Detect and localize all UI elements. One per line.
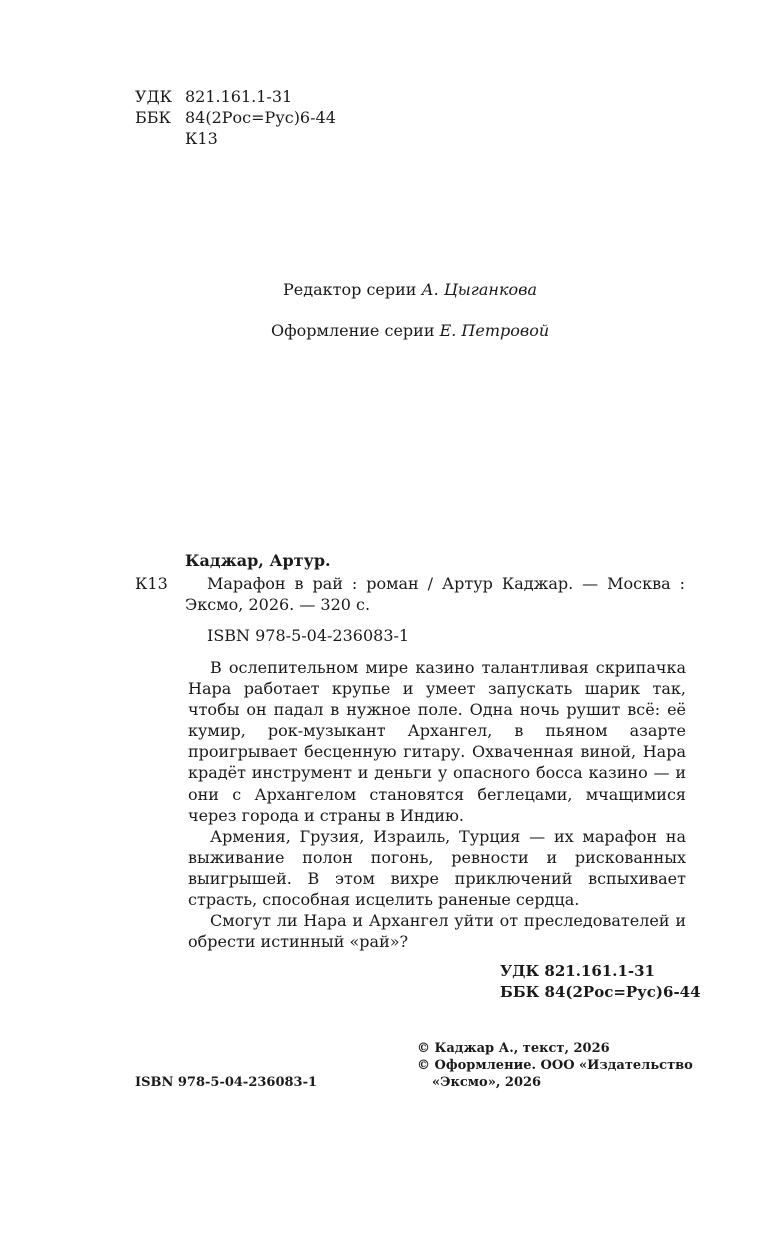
- udk-label: УДК: [135, 87, 172, 106]
- codes-udk: УДК 821.161.1-31: [500, 962, 655, 980]
- annotation-paragraph-2: Армения, Грузия, Израиль, Турция — их марафон на выживание полон погонь, ревности и рискованных выигрышей. В этом вихре приключений вспыхивает страсть, способная исцелить раненые сердца.: [188, 826, 686, 910]
- record-line-2: Эксмо, 2026. — 320 с.: [185, 595, 371, 614]
- bbk-value: 84(2Рос=Рус)6-44: [185, 108, 336, 127]
- record-line-1: Марафон в рай : роман / Артур Каджар. — Москва :: [207, 574, 685, 593]
- footer-isbn: ISBN 978-5-04-236083-1: [135, 1075, 318, 1090]
- design-credit: [271, 321, 549, 340]
- codes-bbk: ББК 84(2Рос=Рус)6-44: [500, 983, 701, 1001]
- udk-value: 821.161.1-31: [185, 87, 293, 106]
- annotation-paragraph-1: В ослепительном мире казино талантливая скрипачка Нара работает крупье и умеет запускать шарик так, чтобы он падал в нужное поле. Одна ночь рушит всё: её кумир, рок-музыкант Архангел, в пьяном азарте проигрывает бесценную гитару. Охваченная виной, Нара крадёт инструмент и деньги у опасного босса казино — и они с Архангелом становятся беглецами, мчащимися через города и страны в Индию.: [188, 658, 686, 825]
- record-isbn: ISBN 978-5-04-236083-1: [207, 626, 410, 645]
- copyright-design-line-1: © Оформление. ООО «Издательство: [417, 1058, 693, 1073]
- design-role: Оформление серии: [271, 321, 435, 340]
- author-mark: К13: [185, 129, 218, 148]
- record-author: Каджар, Артур.: [185, 551, 331, 570]
- editor-credit: [283, 280, 537, 299]
- copyright-design-line-2: «Эксмо», 2026: [432, 1075, 542, 1090]
- annotation: [188, 657, 686, 952]
- bbk-label: ББК: [135, 108, 171, 127]
- record-mark: К13: [135, 574, 168, 593]
- copyright-text: © Каджар А., текст, 2026: [417, 1041, 610, 1056]
- design-name: Е. Петровой: [439, 321, 550, 340]
- editor-name: А. Цыганкова: [421, 280, 538, 299]
- editor-role: Редактор серии: [283, 280, 417, 299]
- annotation-paragraph-3: Смогут ли Нара и Архангел уйти от преследователей и обрести истинный «рай»?: [188, 911, 686, 952]
